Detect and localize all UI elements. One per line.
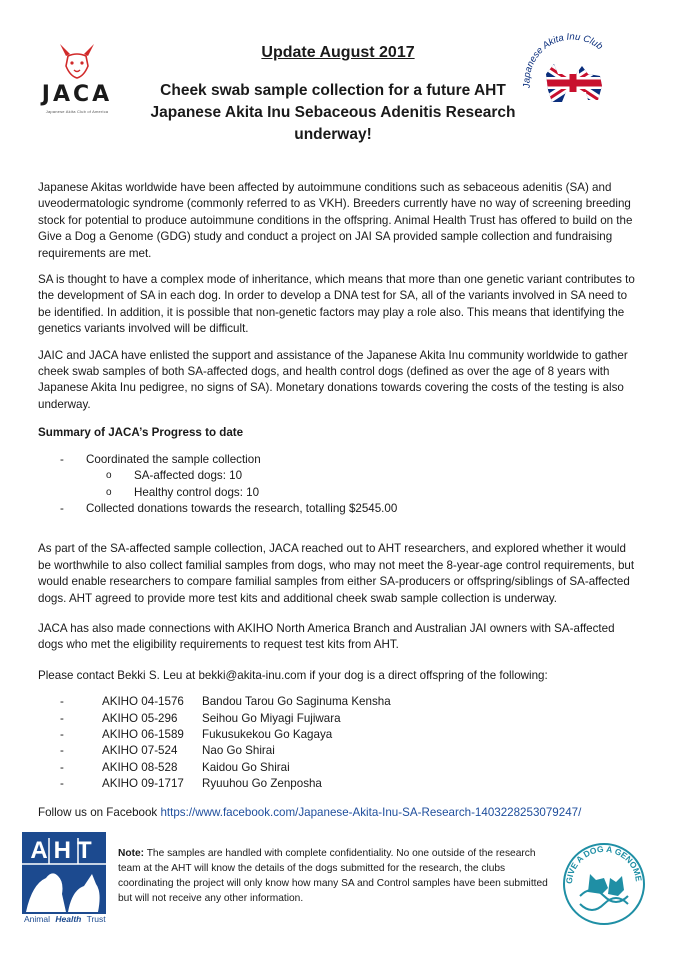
facebook-link[interactable]: https://www.facebook.com/Japanese-Akita-Inu-SA-Research-1403228253079247/	[160, 805, 582, 819]
dog-name: Kaidou Go Shirai	[202, 760, 290, 774]
note-label: Note:	[118, 848, 145, 859]
dog-registration: AKIHO 09-1717	[102, 777, 184, 791]
jaca-wordmark: JACA	[41, 82, 113, 107]
dog-row	[38, 727, 391, 743]
aht-word-trust: Trust	[86, 914, 106, 924]
article-body	[38, 180, 636, 831]
dog-row	[38, 694, 391, 710]
paragraph-enlisted: JAIC and JACA have enlisted the support and assistance of the Japanese Akita Inu community worldwide to gather cheek swab samples of both SA-affected dogs, and health control dogs (defined as over the age of 8 years with Japanese Akita Inu pedigree, no signs of SA). Monetary donations towards covering the costs of the testing is also underway.	[38, 348, 628, 411]
paragraph-inheritance: SA is thought to have a complex mode of inheritance, which means that more than one genetic variant contributes to the development of SA in each dog. In order to develop a DNA test for SA, all of the variants involved in SA need to be identified. In addition, it is possible that non-genetic factors may play a role also. This means that identifying the genetics variants involved will be difficult.	[38, 273, 635, 336]
dog-name: Bandou Tarou Go Saginuma Kensha	[202, 695, 391, 709]
document-header	[0, 0, 676, 170]
dog-row-dash: -	[60, 727, 64, 741]
facebook-line	[38, 805, 636, 821]
dog-row-dash: -	[60, 744, 64, 758]
summary-heading: Summary of JACA’s Progress to date	[38, 426, 244, 440]
note-text: The samples are handled with complete confidentiality. No one outside of the research team at the AHT will know the details of the dogs submitted for the research, the clubs coordinating the project will only know how many SA and Control samples have been submitted but will not receive any other information.	[118, 848, 548, 904]
dog-registration: AKIHO 07-524	[102, 744, 178, 758]
progress-list	[38, 452, 636, 518]
paragraph-intro: Japanese Akitas worldwide have been affected by autoimmune conditions such as sebaceous adenitis (SA) and uveodermatologic syndrome (commonly referred to as VKH). Breeders currently have no way of screening breeding stock for potential to produce autoimmune conditions in the offspring. Animal Health Trust has offered to build on the Give a Dog a Genome (GDG) study and conduct a project on JAI SA provided sample collection and fundraising requirements are met.	[38, 181, 633, 260]
dog-row-dash: -	[60, 711, 64, 725]
svg-text:Animal Health	[24, 914, 106, 924]
page-title: Cheek swab sample collection for a future AHT Japanese Akita Inu Sebaceous Adenitis Research underway!	[150, 82, 516, 143]
aht-word-animal: Animal	[24, 914, 50, 924]
dog-name: Seihou Go Miyagi Fujiwara	[202, 711, 341, 725]
gdg-logo-text: GIVE A DOG A GENOME	[563, 843, 644, 885]
dog-row	[38, 711, 391, 727]
aht-logo	[22, 832, 106, 924]
dog-row-dash: -	[60, 760, 64, 774]
progress-subitem-sa-affected: o SA-affected dogs: 10	[38, 468, 636, 484]
gdg-logo	[558, 834, 650, 926]
dog-registration: AKIHO 05-296	[102, 711, 178, 725]
progress-subitem-healthy-control: o Healthy control dogs: 10	[38, 485, 636, 501]
dog-registration: AKIHO 04-1576	[102, 695, 184, 709]
facebook-label: Follow us on Facebook	[38, 805, 158, 819]
progress-item-coordinated: - Coordinated the sample collection	[38, 452, 636, 468]
dog-row-dash: -	[60, 695, 64, 709]
aht-letters: AHT	[30, 837, 98, 864]
jaca-tagline: Japanese Akita Club of America	[45, 109, 109, 114]
dog-row	[38, 743, 391, 759]
union-jack-akita-icon	[518, 30, 624, 122]
dog-row-dash: -	[60, 777, 64, 791]
dna-dogs-icon	[558, 834, 650, 926]
paragraph-connections: JACA has also made connections with AKIHO North America Branch and Australian JAI owners with SA-affected dogs who met the eligibility requirements to request test kits from AHT.	[38, 621, 615, 652]
dog-registration: AKIHO 06-1589	[102, 727, 184, 741]
jaic-logo	[518, 30, 624, 122]
paragraph-familial: As part of the SA-affected sample collection, JACA reached out to AHT researchers, and explored whether it would be worthwhile to also collect familial samples from dogs, who may not meet the 8-year-age control requirements, but would enable researchers to compare familial samples from either SA-producers or offspring/siblings of SA-affected dogs. AHT agreed to provide more test kits and additional cheek swab sample collection is underway.	[38, 542, 635, 605]
progress-item-donations: - Collected donations towards the research, totalling $2545.00	[38, 501, 636, 517]
dog-registration: AKIHO 08-528	[102, 760, 178, 774]
document-footer	[0, 820, 676, 960]
dog-row	[38, 776, 391, 792]
aht-horse-dog-icon	[22, 832, 106, 924]
jaic-logo-text: Japanese Akita Inu Club	[521, 31, 605, 89]
dog-name: Ryuuhou Go Zenposha	[202, 777, 322, 791]
dog-row	[38, 760, 391, 776]
paragraph-contact: Please contact Bekki S. Leu at bekki@akita-inu.com if your dog is a direct offspring of the following:	[38, 668, 548, 682]
aht-word-health: Health	[55, 914, 82, 924]
dog-name: Nao Go Shirai	[202, 744, 275, 758]
dog-list	[38, 694, 391, 792]
confidentiality-note	[118, 846, 550, 906]
update-title: Update August 2017	[261, 44, 415, 61]
dog-name: Fukusukekou Go Kagaya	[202, 727, 333, 741]
